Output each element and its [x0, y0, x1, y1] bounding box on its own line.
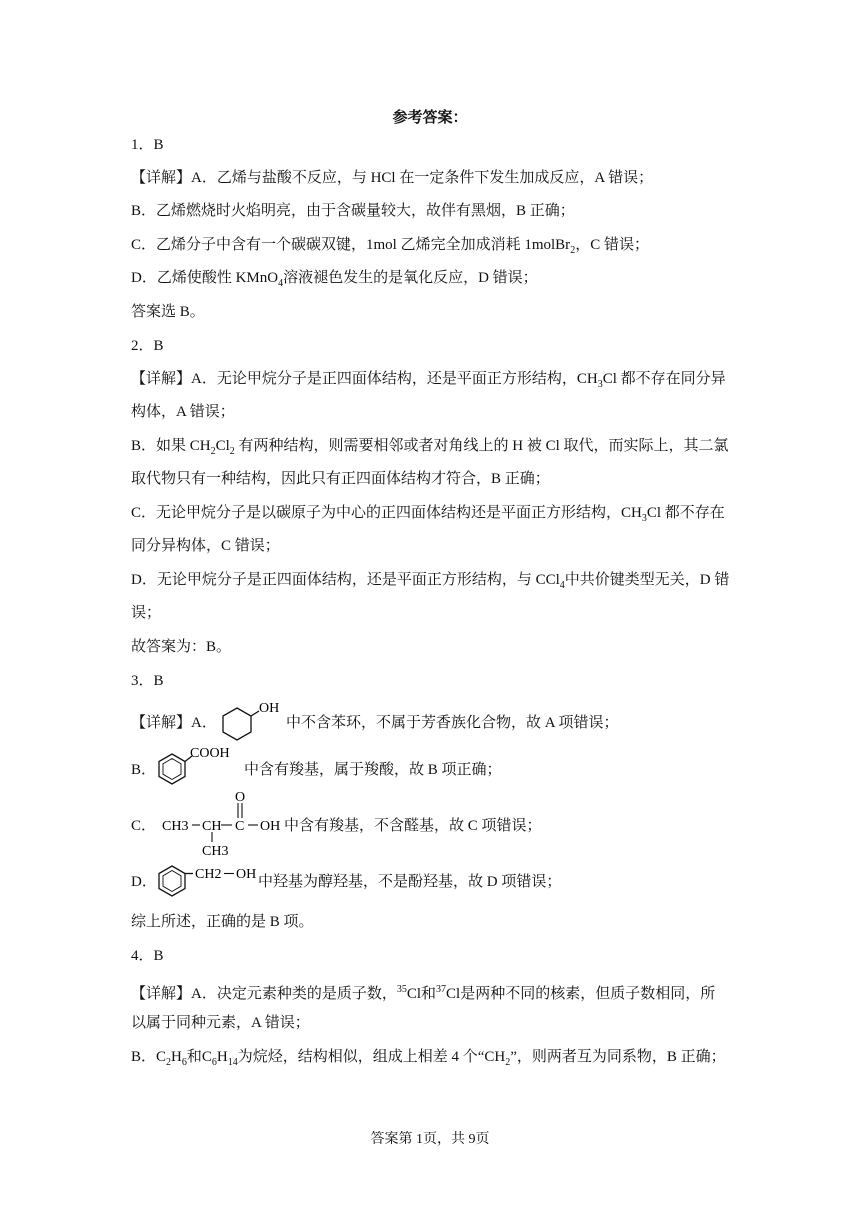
ch3-label: CH3: [162, 819, 189, 834]
answer-number: 1．B: [131, 137, 164, 153]
explanation-line: C．: [131, 818, 157, 834]
explanation-line: C．无论甲烷分子是以碳原子为中心的正四面体结构还是平面正方形结构，$CH_3Cl$ 都不存在: [131, 505, 725, 524]
ch-label: CH: [202, 819, 222, 834]
explanation-line: B．如果 $CH_2Cl_2$ 有两种结构，则需要相邻或者对角线上的 H 被 Cl 取代，而实际上，其二氯: [131, 438, 729, 457]
explanation-line: 取代物只有一种结构，因此只有正四面体结构才符合，B 正确；: [131, 471, 550, 487]
explanation-line: 中含有羧基，属于羧酸，故 B 项正确；: [244, 762, 502, 778]
explanation-line: D．无论甲烷分子是正四面体结构，还是平面正方形结构，与 CCl$_4$中共价键类型无关，D 错: [131, 572, 730, 591]
explanation-line: 同分异构体，C 错误；: [131, 538, 280, 554]
explanation-line: 中不含苯环，不属于芳香族化合物，故 A 项错误；: [286, 715, 619, 731]
cyclohexanol-structure: [213, 698, 283, 746]
explanation-line: 构体，A 错误；: [131, 404, 235, 420]
explanation-line: 【详解】A．: [131, 715, 217, 731]
explanation-line: 误；: [131, 605, 162, 621]
isobutyric-acid-structure: [160, 790, 286, 858]
ch3-label: CH3: [202, 844, 229, 858]
benzyl-alcohol-structure: [152, 858, 262, 900]
oh-label: OH: [259, 701, 280, 716]
explanation-line: 【详解】A．决定元素种类的是质子数，$^{35}$Cl和$^{37}$Cl是两种不同的核素，但质子数相同，所: [131, 984, 716, 1002]
page-title: 参考答案：: [392, 110, 468, 126]
explanation-line: B．: [131, 762, 157, 778]
c-label: C: [235, 819, 245, 834]
explanation-line: 【详解】A．乙烯与盐酸不反应，与 HCl 在一定条件下发生加成反应，A 错误；: [131, 170, 654, 186]
explanation-line: B．$C_2H_6$和$C_6H_{14}$为烷烃，结构相似，组成上相差 4 个“$CH_2$”，则两者互为同系物，B 正确；: [131, 1049, 726, 1068]
explanation-line: D．乙烯使酸性 KMnO$_4$溶液褪色发生的是氧化反应，D 错误；: [131, 270, 538, 289]
explanation-line: D．: [131, 874, 157, 890]
o-label: O: [235, 790, 246, 805]
cooh-label: COOH: [190, 746, 230, 761]
ch2-label: CH2: [195, 867, 222, 882]
oh-label: OH: [260, 819, 281, 834]
benzoic-acid-structure: [152, 742, 242, 788]
explanation-line: 中含有羧基，不含醛基，故 C 项错误；: [284, 818, 542, 834]
explanation-line: B．乙烯燃烧时火焰明亮，由于含碳量较大，故伴有黑烟，B 正确；: [131, 203, 575, 219]
answer-number: 3．B: [131, 673, 164, 689]
explanation-line: 综上所述，正确的是 B 项。: [131, 914, 314, 930]
explanation-line: 中羟基为醇羟基，不是酚羟基，故 D 项错误；: [258, 874, 562, 890]
oh-label: OH: [236, 867, 257, 882]
page-footer: 答案第 1页，共 9页: [370, 1132, 490, 1147]
answer-number: 4．B: [131, 948, 164, 964]
answer-number: 2．B: [131, 338, 164, 354]
explanation-line: 【详解】A．无论甲烷分子是正四面体结构，还是平面正方形结构，$CH_3Cl$ 都不存在同分异: [131, 371, 726, 390]
explanation-line: 故答案为：B。: [131, 639, 232, 655]
explanation-line: 答案选 B。: [131, 304, 205, 320]
explanation-line: C．乙烯分子中含有一个碳碳双键，1mol 乙烯完全加成消耗 1molBr$_2$，C 错误；: [131, 237, 649, 256]
explanation-line: 以属于同种元素，A 错误；: [131, 1015, 310, 1031]
